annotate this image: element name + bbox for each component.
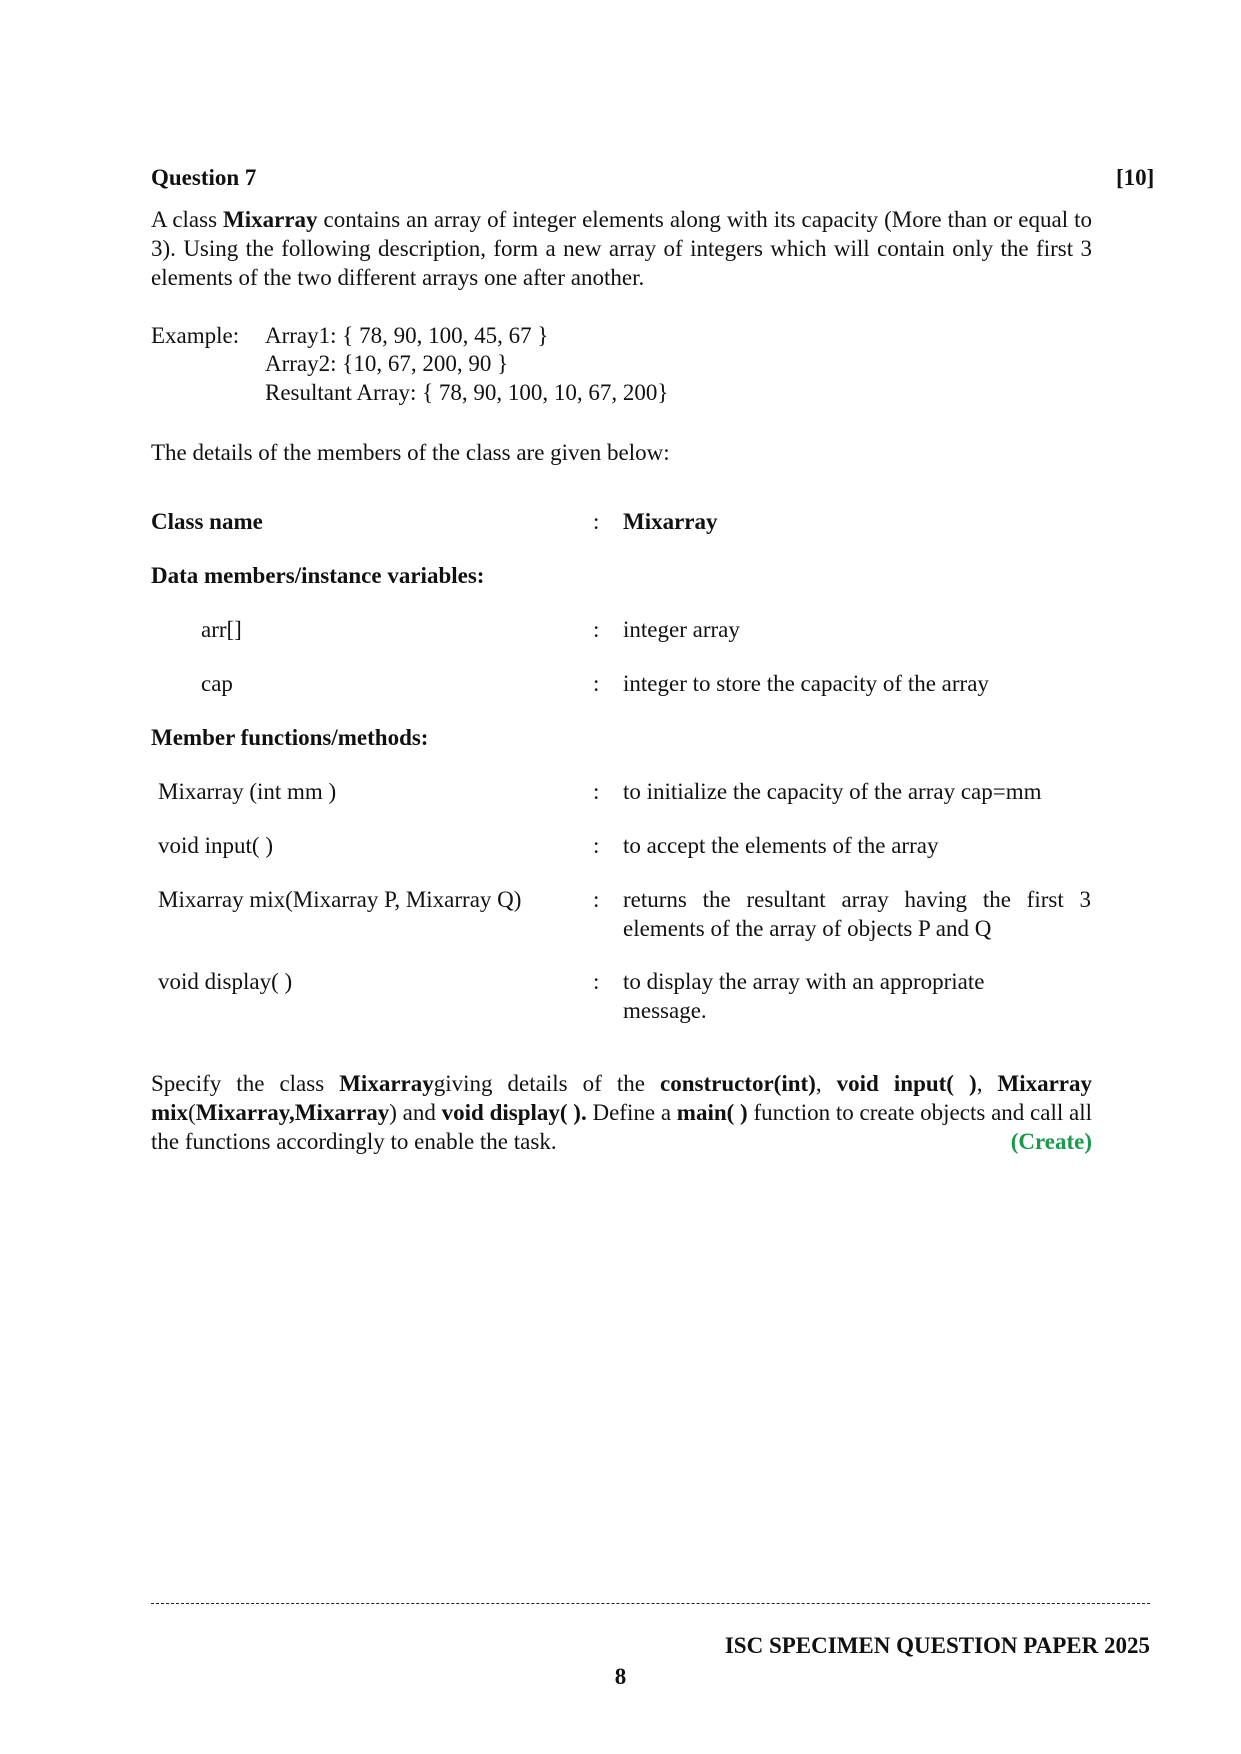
data-member-name: arr[] bbox=[201, 617, 242, 642]
create-tag: (Create) bbox=[1010, 1129, 1092, 1154]
spec-text: , bbox=[815, 1071, 837, 1096]
colon: : bbox=[593, 509, 600, 534]
data-member-name: cap bbox=[201, 671, 233, 696]
method-desc: to initialize the capacity of the array cap=mm bbox=[623, 779, 1042, 804]
method-desc: returns the resultant array having the first 3 elements of the array of objects P and Q bbox=[623, 887, 1091, 941]
spec-text: Specify the class bbox=[151, 1071, 340, 1096]
data-member-desc: integer to store the capacity of the array bbox=[623, 671, 989, 696]
example-label: Example: bbox=[151, 323, 240, 348]
question-title: Question 7 bbox=[151, 165, 257, 190]
spec-text: , bbox=[976, 1071, 998, 1096]
intro-paragraph bbox=[151, 205, 1092, 292]
spec-text: giving details of the bbox=[433, 1071, 660, 1096]
spec-bold: void display( ). bbox=[441, 1100, 587, 1125]
spec-bold: Mixarray bbox=[339, 1071, 434, 1096]
intro-pre: A class bbox=[151, 207, 224, 232]
colon: : bbox=[593, 887, 600, 912]
footer-title: ISC SPECIMEN QUESTION PAPER 2025 bbox=[724, 1633, 1150, 1658]
spec-bold: constructor(int) bbox=[660, 1071, 816, 1096]
details-heading: The details of the members of the class are given below: bbox=[151, 440, 670, 465]
spec-text: ( bbox=[188, 1100, 196, 1125]
example-array1: Array1: { 78, 90, 100, 45, 67 } bbox=[265, 323, 549, 348]
spec-text: ) and bbox=[389, 1100, 442, 1125]
example-array2: Array2: {10, 67, 200, 90 } bbox=[265, 351, 509, 376]
method-name: void display( ) bbox=[158, 969, 293, 994]
class-name-label: Class name bbox=[151, 509, 263, 534]
spec-bold: Mixarray,Mixarray bbox=[195, 1100, 390, 1125]
spec-text: function to create objects and call all the functions accordingly to enable the task. bbox=[151, 1100, 1092, 1154]
colon: : bbox=[593, 671, 600, 696]
class-name-value: Mixarray bbox=[623, 509, 718, 534]
method-name: void input( ) bbox=[158, 833, 273, 858]
colon: : bbox=[593, 779, 600, 804]
spec-bold: void input( ) bbox=[836, 1071, 977, 1096]
data-members-heading: Data members/instance variables: bbox=[151, 563, 485, 588]
method-desc: to accept the elements of the array bbox=[623, 833, 939, 858]
colon: : bbox=[593, 833, 600, 858]
page-number: 8 bbox=[614, 1664, 627, 1689]
spec-bold: Mixarray mix bbox=[151, 1071, 1092, 1125]
question-marks: [10] bbox=[1116, 165, 1155, 190]
method-name: Mixarray (int mm ) bbox=[158, 779, 337, 804]
example-result: Resultant Array: { 78, 90, 100, 10, 67, 200} bbox=[265, 380, 669, 405]
method-desc: to display the array with an appropriate message. bbox=[623, 969, 985, 1023]
specification-paragraph bbox=[151, 1069, 1092, 1156]
colon: : bbox=[593, 969, 600, 994]
intro-post: contains an array of integer elements along with its capacity (More than or equal to 3). Using the following description, form a new array of integers which will contain only the first 3 elements of the two different arrays one after another. bbox=[151, 207, 1092, 290]
footer-divider bbox=[151, 1603, 1150, 1604]
intro-class-name: Mixarray bbox=[223, 207, 318, 232]
data-member-desc: integer array bbox=[623, 617, 740, 642]
spec-bold: main( ) bbox=[676, 1100, 748, 1125]
spec-text: Define a bbox=[586, 1100, 677, 1125]
methods-heading: Member functions/methods: bbox=[151, 725, 429, 750]
method-name: Mixarray mix(Mixarray P, Mixarray Q) bbox=[158, 887, 522, 912]
colon: : bbox=[593, 617, 600, 642]
